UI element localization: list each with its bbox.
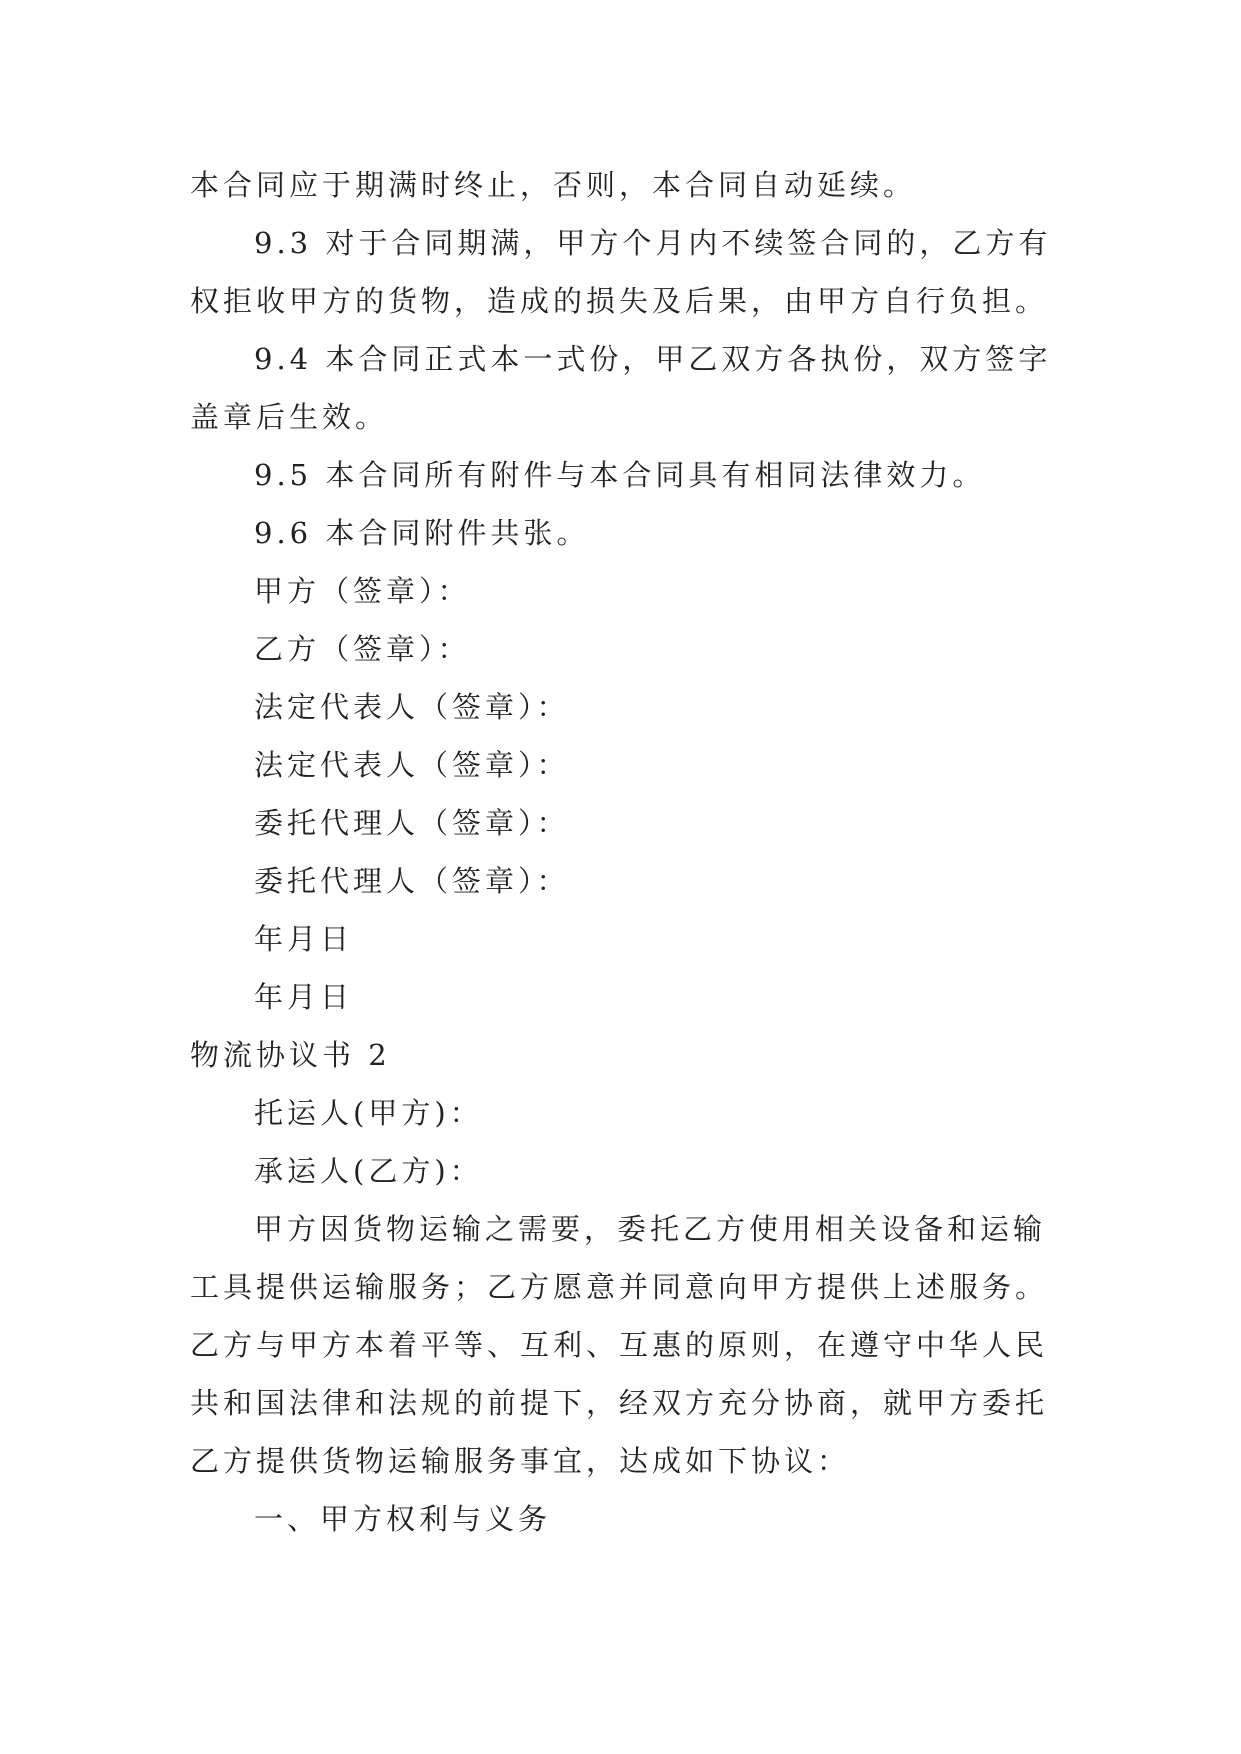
paragraph-line: 共和国法律和法规的前提下，经双方充分协商，就甲方委托 bbox=[190, 1386, 1049, 1420]
paragraph-line: 乙方提供货物运输服务事宜，达成如下协议： bbox=[190, 1444, 851, 1478]
paragraph-line: 本合同应于期满时终止，否则，本合同自动延续。 bbox=[190, 168, 917, 202]
shipper-field: 托运人(甲方)： bbox=[254, 1096, 483, 1130]
signature-agent-a: 委托代理人（签章）： bbox=[254, 806, 570, 840]
carrier-field: 承运人(乙方)： bbox=[254, 1154, 483, 1188]
section-title: 物流协议书 2 bbox=[190, 1038, 391, 1072]
clause-9-6: 9.6 本合同附件共张。 bbox=[254, 516, 590, 550]
signature-party-a: 甲方（签章）： bbox=[254, 574, 471, 608]
paragraph-line: 工具提供运输服务；乙方愿意并同意向甲方提供上述服务。 bbox=[190, 1270, 1049, 1304]
paragraph-line: 盖章后生效。 bbox=[190, 400, 389, 434]
signature-legal-rep-a: 法定代表人（签章）： bbox=[254, 690, 570, 724]
signature-legal-rep-b: 法定代表人（签章）： bbox=[254, 748, 570, 782]
signature-agent-b: 委托代理人（签章）： bbox=[254, 864, 570, 898]
date-line-a: 年月日 bbox=[254, 922, 354, 956]
section-heading: 一、甲方权利与义务 bbox=[254, 1502, 552, 1536]
date-line-b: 年月日 bbox=[254, 980, 354, 1014]
clause-9-3: 9.3 对于合同期满，甲方个月内不续签合同的，乙方有 bbox=[254, 226, 1052, 260]
clause-9-4: 9.4 本合同正式本一式份，甲乙双方各执份，双方签字 bbox=[254, 342, 1052, 376]
clause-9-5: 9.5 本合同所有附件与本合同具有相同法律效力。 bbox=[254, 458, 986, 492]
paragraph-line: 乙方与甲方本着平等、互利、互惠的原则，在遵守中华人民 bbox=[190, 1328, 1049, 1362]
signature-party-b: 乙方（签章）： bbox=[254, 632, 471, 666]
paragraph-line: 甲方因货物运输之需要，委托乙方使用相关设备和运输 bbox=[254, 1212, 1047, 1246]
paragraph-line: 权拒收甲方的货物，造成的损失及后果，由甲方自行负担。 bbox=[190, 284, 1049, 318]
